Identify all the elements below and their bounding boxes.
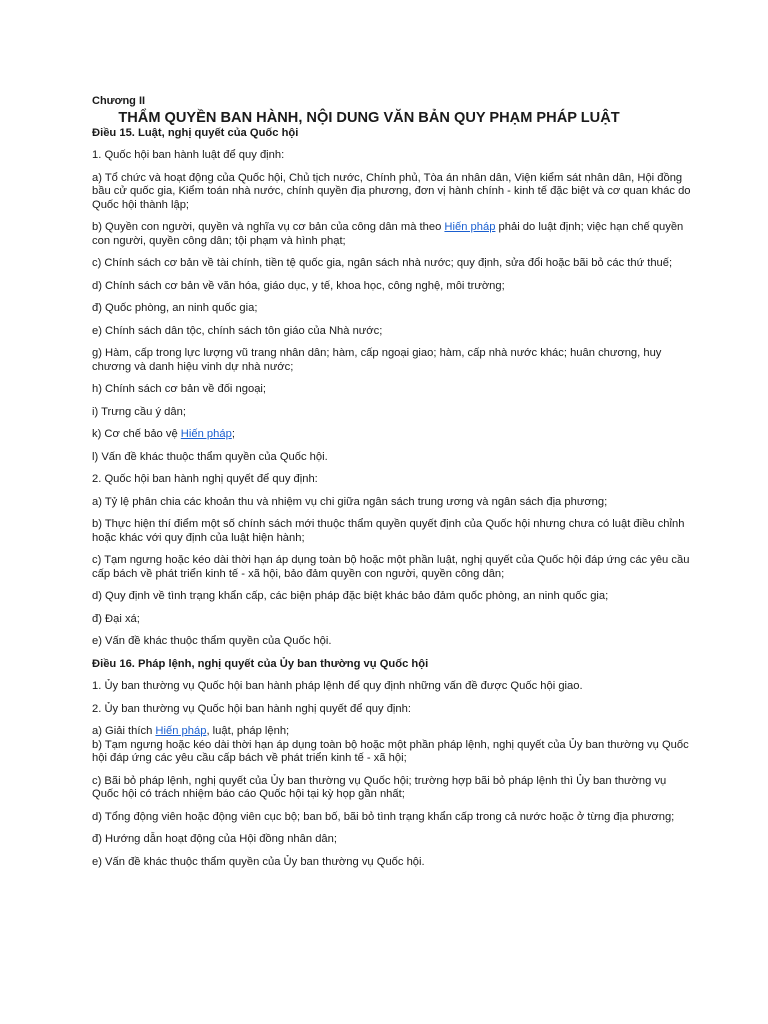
item-k-text-end: ; [231, 428, 235, 440]
article-15-clause-2: 2. Quốc hội ban hành nghị quyết để quy định: [92, 473, 318, 485]
article-16-item-a-text-end: , luật, pháp lệnh; [206, 725, 290, 737]
hien-phap-link[interactable]: Hiến pháp [155, 725, 207, 737]
chapter-label: Chương II [92, 95, 146, 107]
chapter-title: THẨM QUYỀN BAN HÀNH, NỘI DUNG VĂN BẢN QUY PHẠM PHÁP LUẬT [118, 109, 620, 126]
item-k-text-start: k) Cơ chế bảo vệ [92, 428, 181, 440]
article-15-item-b [92, 221, 692, 248]
article-16-clause-1: 1. Ủy ban thường vụ Quốc hội ban hành pháp lệnh để quy định những vấn đề được Quốc hội giao. [92, 680, 583, 692]
article-15-item-l: l) Vấn đề khác thuộc thẩm quyền của Quốc hội. [92, 450, 328, 463]
article-15-clause-1: 1. Quốc hội ban hành luật để quy định: [92, 149, 285, 161]
item-b-text-start: b) Quyền con người, quyền và nghĩa vụ cơ bản của công dân mà theo [92, 221, 445, 233]
article-15-item-i: i) Trưng cầu ý dân; [92, 405, 186, 418]
article-16-item-e: e) Vấn đề khác thuộc thẩm quyền của Ủy ban thường vụ Quốc hội. [92, 855, 425, 868]
article-15-clause-2-item-b: b) Thực hiện thí điểm một số chính sách mới thuộc thẩm quyền quyết định của Quốc hội nhưng chưa có luật điều chỉnh hoặc khác với quy định của luật hiện hành; [92, 518, 685, 544]
article-15-clause-2-item-dd: đ) Đại xá; [92, 612, 140, 625]
article-15-clause-2-item-a: a) Tỷ lệ phân chia các khoản thu và nhiệm vụ chi giữa ngân sách trung ương và ngân sách địa phương; [92, 495, 608, 508]
hien-phap-link[interactable]: Hiến pháp [444, 221, 496, 233]
article-16-item-b: b) Tạm ngưng hoặc kéo dài thời hạn áp dụng toàn bộ hoặc một phần pháp lệnh, nghị quyết của Ủy ban thường vụ Quốc hội đáp ứng các yêu cầu cấp bách về phát triển kinh tế - xã hội; [92, 738, 689, 764]
article-15-item-e: e) Chính sách dân tộc, chính sách tôn giáo của Nhà nước; [92, 324, 383, 337]
article-15-item-c: c) Chính sách cơ bản về tài chính, tiền tệ quốc gia, ngân sách nhà nước; quy định, sửa đổi hoặc bãi bỏ các thứ thuế; [92, 257, 673, 269]
article-16-item-a [92, 725, 692, 739]
article-15-item-h: h) Chính sách cơ bản về đối ngoại; [92, 383, 267, 395]
article-16-item-d: d) Tổng động viên hoặc động viên cục bộ; ban bố, bãi bỏ tình trạng khẩn cấp trong cả nước hoặc ở từng địa phương; [92, 810, 675, 823]
article-15-item-k [92, 428, 692, 442]
article-15-item-dd: đ) Quốc phòng, an ninh quốc gia; [92, 302, 258, 314]
hien-phap-link[interactable]: Hiến pháp [180, 428, 232, 440]
article-15-clause-2-item-c: c) Tạm ngưng hoặc kéo dài thời hạn áp dụng toàn bộ hoặc một phần luật, nghị quyết của Quốc hội đáp ứng các yêu cầu cấp bách về phát triển kinh tế - xã hội, bảo đảm quyền con người, quyền công dân; [92, 554, 690, 580]
item-b-text-end: phải do luật định; việc hạn chế quyền con người, quyền công dân; tội phạm và hình phạt; [92, 221, 684, 247]
article-16-item-dd: đ) Hướng dẫn hoạt động của Hội đồng nhân dân; [92, 833, 337, 845]
article-15-clause-2-item-d: d) Quy định về tình trạng khẩn cấp, các biện pháp đặc biệt khác bảo đảm quốc phòng, an ninh quốc gia; [92, 590, 609, 602]
article-15-item-a: a) Tổ chức và hoạt động của Quốc hội, Chủ tịch nước, Chính phủ, Tòa án nhân dân, Viện kiểm sát nhân dân, Hội đồng bầu cử quốc gia, Kiểm toán nhà nước, chính quyền địa phương, đơn vị hành chính - kinh tế đặc biệt và cơ quan khác do Quốc hội thành lập; [92, 171, 691, 211]
article-15-item-g: g) Hàm, cấp trong lực lượng vũ trang nhân dân; hàm, cấp ngoại giao; hàm, cấp nhà nước khác; huân chương, huy chương và danh hiệu vinh dự nhà nước; [92, 347, 662, 373]
article-16-clause-2: 2. Ủy ban thường vụ Quốc hội ban hành nghị quyết để quy định: [92, 702, 411, 715]
article-15-clause-2-item-e: e) Vấn đề khác thuộc thẩm quyền của Quốc hội. [92, 635, 332, 647]
document-page [92, 95, 692, 878]
article-16-item-a-text-start: a) Giải thích [92, 725, 156, 737]
article-15-item-d: d) Chính sách cơ bản về văn hóa, giáo dục, y tế, khoa học, công nghệ, môi trường; [92, 279, 505, 292]
article-16-item-c: c) Bãi bỏ pháp lệnh, nghị quyết của Ủy ban thường vụ Quốc hội; trường hợp bãi bỏ pháp lệnh thì Ủy ban thường vụ Quốc hội có trách nhiệm báo cáo Quốc hội tại kỳ họp gần nhất; [92, 774, 667, 800]
article-15-heading: Điều 15. Luật, nghị quyết của Quốc hội [92, 126, 299, 139]
article-16-heading: Điều 16. Pháp lệnh, nghị quyết của Ủy ban thường vụ Quốc hội [92, 657, 429, 670]
